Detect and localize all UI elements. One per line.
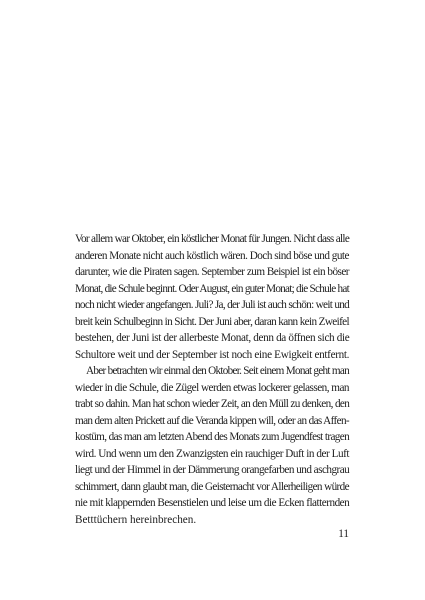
body-text	[75, 231, 349, 528]
text-line: trabt so dahin. Man hat schon wieder Zeit, an den Müll zu denken, den	[75, 398, 350, 410]
text-line: kostüm, das man am letzten Abend des Monats zum Jugendfest tragen	[75, 431, 350, 443]
text-line: wieder in die Schule, die Zügel werden etwas lockerer gelassen, man	[75, 381, 349, 394]
text-line: noch nicht wieder angefangen. Juli? Ja, der Juli ist auch schön: weit und	[75, 299, 350, 311]
text-line: wird. Und wenn um den Zwanzigsten ein rauchiger Duft in der Luft	[75, 447, 349, 460]
text-line: breit kein Schulbeginn in Sicht. Der Juni aber, daran kann kein Zweifel	[75, 315, 349, 328]
text-line: Monat, die Schule beginnt. Oder August, ein guter Monat; die Schule hat	[75, 282, 349, 295]
text-line: liegt und der Himmel in der Dämmerung orangefarben und aschgrau	[75, 464, 350, 476]
text-line: anderen Monate nicht auch köstlich wären. Doch sind böse und gute	[75, 249, 350, 262]
text-line: Aber betrachten wir einmal den Oktober. Seit einem Monat geht man	[86, 365, 349, 377]
text-line: bestehen, der Juni ist der allerbeste Monat, denn da öffnen sich die	[75, 332, 350, 344]
text-line: Schultore weit und der September ist noch eine Ewigkeit entfernt.	[75, 348, 350, 361]
text-line: nie mit klappernden Besenstielen und leise um die Ecken flatternden	[75, 497, 350, 509]
text-line: darunter, wie die Piraten sagen. September zum Beispiel ist ein böser	[75, 266, 349, 278]
text-line: man dem alten Prickett auf die Veranda kippen will, oder an das Affen-	[75, 414, 350, 427]
text-line: Betttüchern hereinbrechen.	[75, 513, 197, 526]
paragraph-1	[75, 231, 349, 363]
text-line: Vor allem war Oktober, ein köstlicher Monat für Jungen. Nicht dass alle	[75, 233, 350, 245]
paragraph-2	[75, 363, 349, 528]
page-number: 11	[338, 528, 349, 540]
text-line: schimmert, dann glaubt man, die Geisternacht vor Allerheiligen würde	[75, 480, 349, 493]
